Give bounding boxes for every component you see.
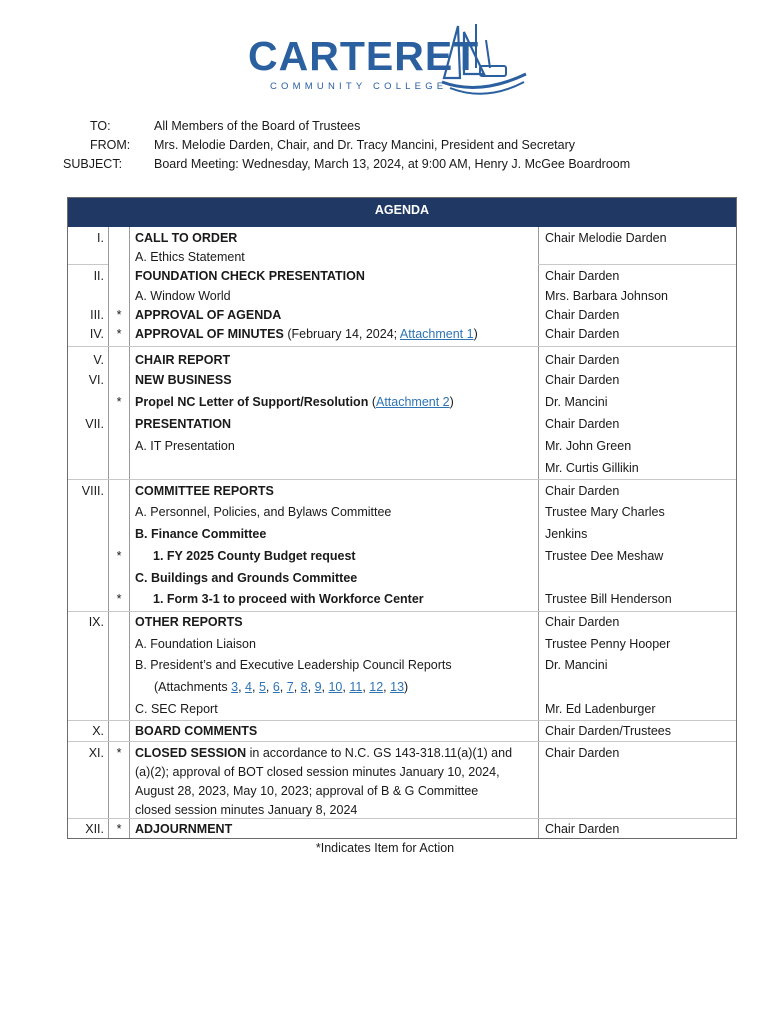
item-responsible: Trustee Penny Hooper	[545, 637, 671, 651]
memo-subject-label: SUBJECT:	[63, 157, 123, 171]
item-responsible: Mr. John Green	[545, 439, 632, 453]
row-divider	[68, 818, 736, 819]
item-title: COMMITTEE REPORTS	[135, 484, 274, 498]
logo-subtitle: COMMUNITY COLLEGE	[270, 81, 448, 92]
item-subtitle: B. Finance Committee	[135, 527, 267, 541]
item-responsible: Chair Darden	[545, 746, 620, 760]
item-detail: closed session minutes January 8, 2024	[135, 803, 358, 817]
item-responsible: Jenkins	[545, 527, 588, 541]
memo-from-value: Mrs. Melodie Darden, Chair, and Dr. Tracy Mancini, President and Secretary	[154, 138, 576, 152]
item-subitem: 1. FY 2025 County Budget request	[153, 549, 356, 563]
item-subtitle: A. Personnel, Policies, and Bylaws Committee	[135, 505, 392, 519]
item-responsible: Chair Darden	[545, 615, 620, 629]
item-responsible: Dr. Mancini	[545, 395, 608, 409]
item-title: NEW BUSINESS	[135, 373, 232, 387]
action-marker: *	[116, 746, 122, 760]
item-title: OTHER REPORTS	[135, 615, 243, 629]
item-number: X.	[92, 724, 104, 738]
item-detail: in accordance to N.C. GS 143-318.11(a)(1) and	[246, 746, 513, 760]
action-marker: *	[116, 549, 122, 563]
agenda-title: AGENDA	[68, 198, 736, 227]
item-subtitle: A. Ethics Statement	[135, 250, 245, 264]
row-divider	[68, 720, 736, 721]
item-title: BOARD COMMENTS	[135, 724, 258, 738]
item-subitem: Propel NC Letter of Support/Resolution	[135, 395, 369, 409]
memo-to-value: All Members of the Board of Trustees	[154, 119, 361, 133]
row-divider	[68, 741, 736, 742]
attachment-2-link[interactable]: Attachment 2	[375, 395, 450, 409]
item-detail: (a)(2); approval of BOT closed session minutes January 10, 2024,	[135, 765, 500, 779]
item-detail: August 28, 2023, May 10, 2023; approval of B & G Committee	[135, 784, 479, 798]
column-divider	[108, 227, 109, 838]
attachment-10-link[interactable]: 10	[328, 680, 343, 694]
action-marker: *	[116, 822, 122, 836]
attachments-prefix: (Attachments	[154, 680, 232, 694]
item-responsible: Chair Darden/Trustees	[545, 724, 671, 738]
row-divider	[68, 479, 736, 480]
item-subtitle: C. SEC Report	[135, 702, 218, 716]
attachment-6-link[interactable]: 6	[272, 680, 280, 694]
item-subtitle: C. Buildings and Grounds Committee	[135, 571, 358, 585]
sailboat-icon	[440, 22, 530, 100]
attachment-4-link[interactable]: 4	[245, 680, 252, 694]
item-number: V.	[93, 353, 104, 367]
footnote: *Indicates Item for Action	[315, 841, 455, 855]
attachment-3-link[interactable]: 3	[231, 680, 239, 694]
item-responsible: Chair Darden	[545, 417, 620, 431]
item-subtitle: A. Window World	[135, 289, 231, 303]
item-subtitle: A. Foundation Liaison	[135, 637, 256, 651]
item-detail: (February 14, 2024;	[283, 327, 400, 341]
item-number: I.	[97, 231, 104, 245]
column-divider	[129, 227, 130, 838]
attachment-1-link[interactable]: Attachment 1	[399, 327, 474, 341]
item-responsible: Chair Darden	[545, 484, 620, 498]
row-divider	[538, 264, 736, 265]
attachment-5-link[interactable]: 5	[258, 680, 266, 694]
attachment-7-link[interactable]: 7	[286, 680, 294, 694]
row-divider	[68, 611, 736, 612]
item-title-line	[135, 394, 454, 410]
item-responsible: Chair Darden	[545, 353, 620, 367]
item-title-line	[135, 745, 512, 761]
attachment-12-link[interactable]: 12	[369, 680, 384, 694]
item-responsible: Mrs. Barbara Johnson	[545, 289, 668, 303]
attachment-11-link[interactable]: 11	[349, 680, 363, 694]
item-title: PRESENTATION	[135, 417, 232, 431]
attachments-line: (Attachments 3, 4, 5, 6, 7, 8, 9, 10, 11, 12, 13)	[154, 680, 409, 694]
item-responsible: Mr. Ed Ladenburger	[545, 702, 656, 716]
item-responsible: Chair Darden	[545, 822, 620, 836]
action-marker: *	[116, 327, 122, 341]
item-title: CALL TO ORDER	[135, 231, 238, 245]
item-number: III.	[90, 308, 104, 322]
column-divider	[538, 227, 539, 838]
item-title: CLOSED SESSION	[135, 746, 247, 760]
item-subtitle: A. IT Presentation	[135, 439, 235, 453]
action-marker: *	[116, 308, 122, 322]
memo-from-label: FROM:	[90, 138, 131, 152]
item-subtitle: B. President’s and Executive Leadership Council Reports	[135, 658, 452, 672]
memo-subject-value: Board Meeting: Wednesday, March 13, 2024, at 9:00 AM, Henry J. McGee Boardroom	[154, 157, 631, 171]
item-title: FOUNDATION CHECK PRESENTATION	[135, 269, 365, 283]
item-number: IV.	[89, 327, 104, 341]
item-responsible: Chair Darden	[545, 308, 620, 322]
item-number: VI.	[88, 373, 104, 387]
item-responsible: Chair Darden	[545, 373, 620, 387]
row-divider	[68, 264, 108, 265]
memo-subject-row	[63, 155, 631, 174]
item-number: XII.	[85, 822, 104, 836]
item-title: ADJOURNMENT	[135, 822, 233, 836]
item-responsible: Chair Darden	[545, 269, 620, 283]
memo-to-row	[90, 117, 630, 136]
memo-header	[63, 117, 631, 174]
item-responsible: Trustee Dee Meshaw	[545, 549, 664, 563]
item-number: II.	[93, 269, 104, 283]
item-responsible: Chair Darden	[545, 327, 620, 341]
action-marker: *	[116, 395, 122, 409]
item-title-line	[135, 326, 478, 342]
college-logo	[248, 22, 528, 100]
attachment-9-link[interactable]: 9	[314, 680, 322, 694]
item-responsible: Chair Melodie Darden	[545, 231, 667, 245]
attachment-8-link[interactable]: 8	[300, 680, 308, 694]
item-detail: (	[368, 395, 376, 409]
item-detail: )	[449, 395, 454, 409]
item-title: APPROVAL OF MINUTES	[135, 327, 284, 341]
item-number: VIII.	[81, 484, 104, 498]
item-responsible: Trustee Mary Charles	[545, 505, 665, 519]
memo-from-row	[90, 136, 630, 155]
item-number: VII.	[85, 417, 104, 431]
item-number: XI.	[88, 746, 104, 760]
item-number: IX.	[88, 615, 104, 629]
item-responsible: Trustee Bill Henderson	[545, 592, 672, 606]
item-title: CHAIR REPORT	[135, 353, 231, 367]
item-responsible: Mr. Curtis Gillikin	[545, 461, 639, 475]
item-detail: )	[473, 327, 478, 341]
item-responsible: Dr. Mancini	[545, 658, 608, 672]
agenda-table	[67, 197, 737, 839]
item-title: APPROVAL OF AGENDA	[135, 308, 282, 322]
action-marker: *	[116, 592, 122, 606]
memo-to-label: TO:	[90, 119, 111, 133]
attachments-suffix: )	[404, 680, 409, 694]
item-subitem: 1. Form 3-1 to proceed with Workforce Center	[153, 592, 424, 606]
row-divider	[68, 346, 736, 347]
attachment-13-link[interactable]: 13	[390, 680, 405, 694]
logo-wordmark: CARTERET	[248, 33, 480, 79]
